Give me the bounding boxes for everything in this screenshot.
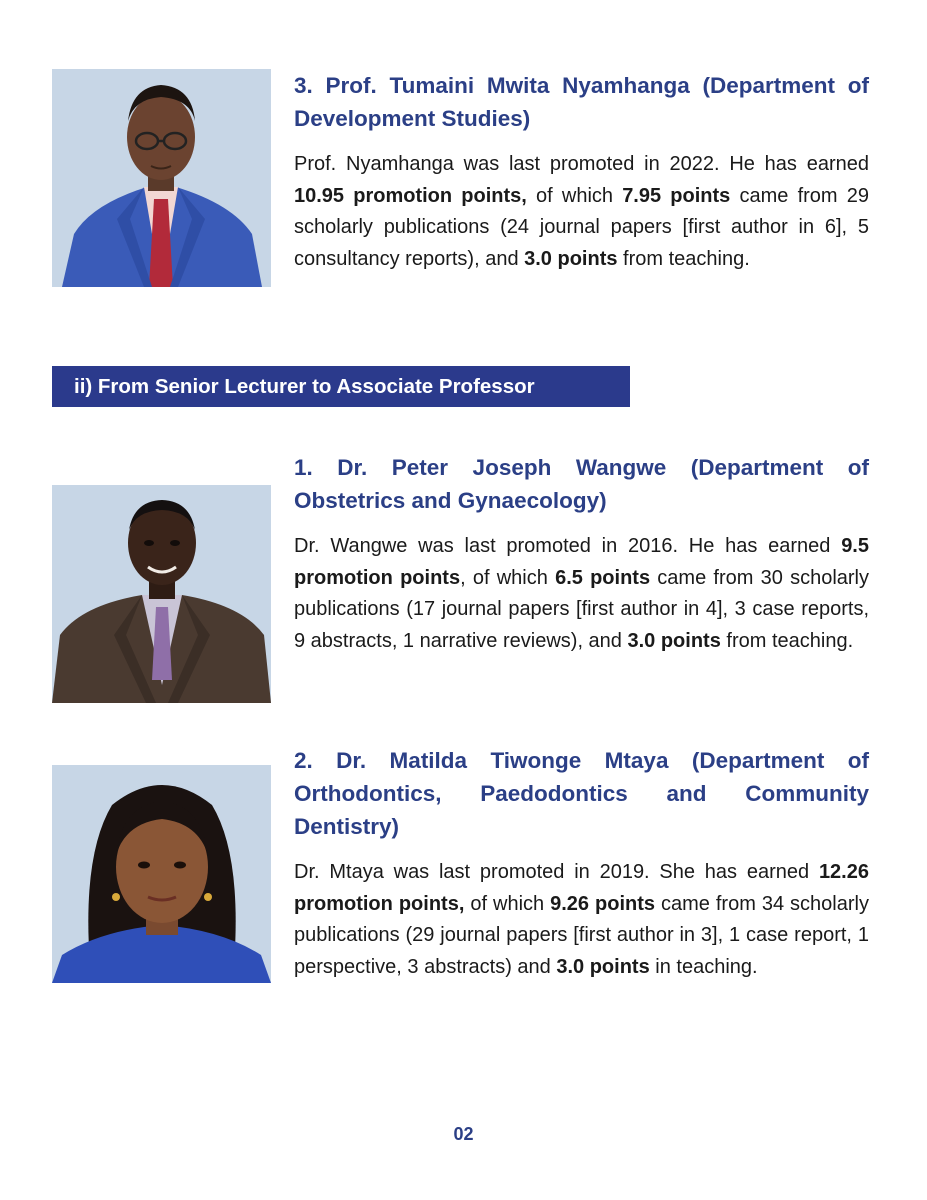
description-text: came from 29 scholarly publications (24 journal papers [first author in 6], 5 consultancy reports), and bbox=[294, 184, 869, 270]
description-text: in teaching. bbox=[649, 955, 758, 978]
description-text: Dr. Wangwe was last promoted in 2016. He has earned bbox=[294, 535, 842, 557]
profile-description bbox=[294, 531, 869, 657]
emphasized-figure: 9.5 promotion points bbox=[294, 535, 869, 589]
profile-name-heading: 1. Dr. Peter Joseph Wangwe (Department of Obstetrics and Gynaecology) bbox=[294, 455, 869, 513]
profile-text-nyamhanga bbox=[294, 69, 869, 275]
emphasized-figure: 12.26 promotion points, bbox=[294, 861, 869, 915]
profile-text-wangwe bbox=[294, 451, 869, 657]
profile-name-heading: 2. Dr. Matilda Tiwonge Mtaya (Department of Orthodontics, Paedodontics and Community Dentistry) bbox=[294, 748, 869, 839]
emphasized-figure: 3.0 points bbox=[524, 247, 618, 270]
emphasized-figure: 7.95 points bbox=[622, 184, 731, 207]
description-text: from teaching. bbox=[720, 629, 854, 652]
description-text: came from 30 scholarly publications (17 journal papers [first author in 4], 3 case reports, 9 abstracts, 1 narrative reviews), and bbox=[294, 566, 869, 652]
portrait-man-glasses-illustration bbox=[52, 69, 271, 287]
emphasized-figure: 6.5 points bbox=[555, 566, 651, 589]
description-text: Prof. Nyamhanga was last promoted in 2022. He has earned bbox=[294, 153, 869, 175]
portrait-photo-nyamhanga bbox=[52, 69, 271, 287]
emphasized-figure: 10.95 promotion points, bbox=[294, 184, 527, 207]
description-text: of which bbox=[464, 892, 551, 915]
description-text: , of which bbox=[460, 566, 556, 589]
profile-text-mtaya bbox=[294, 744, 869, 983]
portrait-man-suit-illustration bbox=[52, 485, 271, 703]
description-text: Dr. Mtaya was last promoted in 2019. She has earned bbox=[294, 861, 819, 883]
section-banner: ii) From Senior Lecturer to Associate Professor bbox=[52, 366, 630, 407]
emphasized-figure: 3.0 points bbox=[627, 629, 721, 652]
profile-description bbox=[294, 149, 869, 275]
emphasized-figure: 9.26 points bbox=[550, 892, 656, 915]
description-text: from teaching. bbox=[617, 247, 750, 270]
emphasized-figure: 3.0 points bbox=[556, 955, 650, 978]
profile-name-heading: 3. Prof. Tumaini Mwita Nyamhanga (Department of Development Studies) bbox=[294, 73, 869, 131]
portrait-photo-mtaya bbox=[52, 765, 271, 983]
profile-description bbox=[294, 857, 869, 983]
page-number: 02 bbox=[453, 1124, 474, 1144]
portrait-photo-wangwe bbox=[52, 485, 271, 703]
description-text: of which bbox=[526, 184, 623, 207]
description-text: came from 34 scholarly publications (29 journal papers [first author in 3], 1 case report, 1 perspective, 3 abstracts) and bbox=[294, 892, 869, 978]
portrait-woman-illustration bbox=[52, 765, 271, 983]
